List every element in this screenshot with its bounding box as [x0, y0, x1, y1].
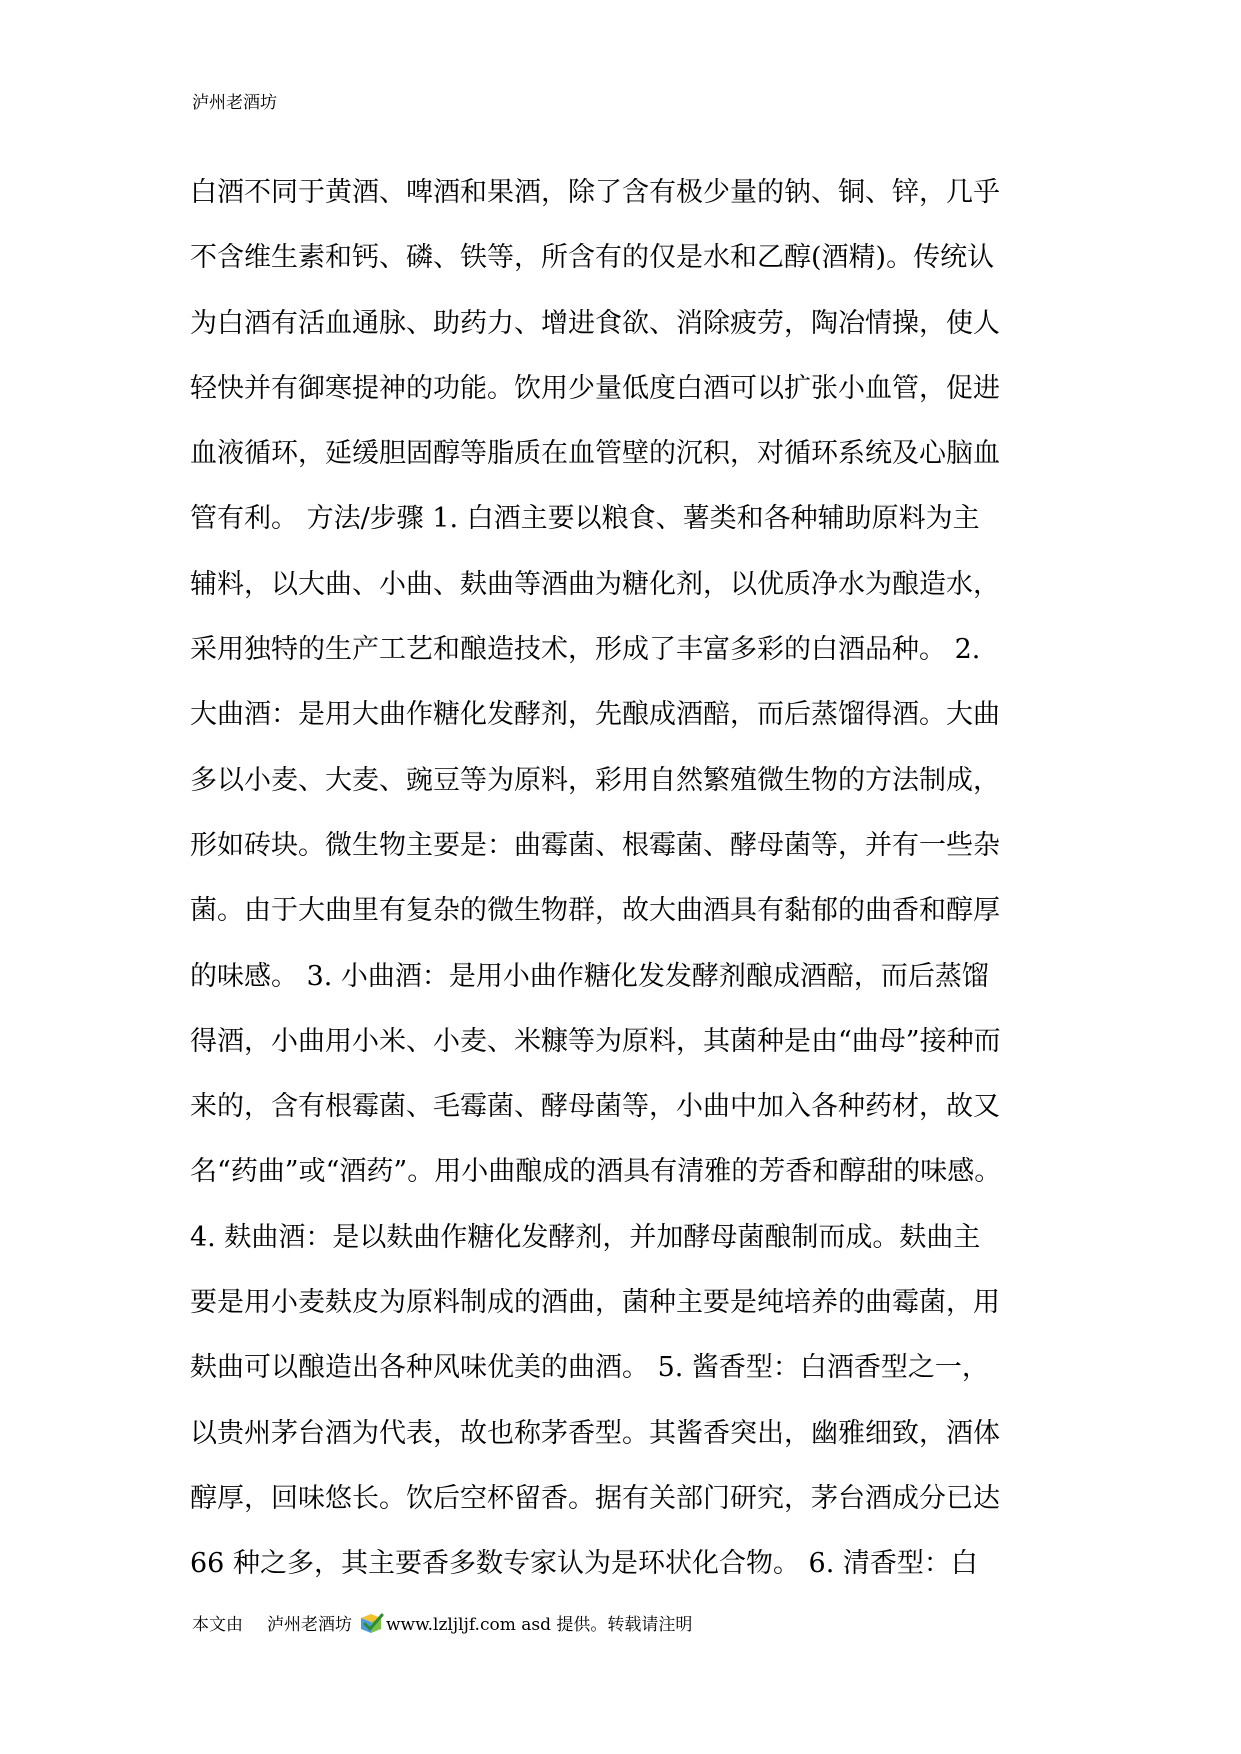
body-line: 采用独特的生产工艺和酿造技术，形成了丰富多彩的白酒品种。 2.: [190, 634, 981, 666]
body-line: 形如砖块。微生物主要是：曲霉菌、根霉菌、酵母菌等，并有一些杂: [190, 829, 1000, 861]
footer-prefix: 本文由: [192, 1615, 243, 1635]
page-footer: [192, 1610, 692, 1635]
body-line: 的味感。 3. 小曲酒：是用小曲作糖化发发酵剂酿成酒醅，而后蒸馏: [190, 960, 989, 992]
body-line: 血液循环，延缓胆固醇等脂质在血管壁的沉积，对循环系统及心脑血: [190, 438, 1000, 470]
body-line: 醇厚，回味悠长。饮后空杯留香。据有关部门研究，茅台酒成分已达: [190, 1482, 1000, 1514]
body-line: 得酒，小曲用小米、小麦、米糠等为原料，其菌种是由“曲母”接种而: [190, 1025, 1001, 1057]
body-line: 轻快并有御寒提神的功能。饮用少量低度白酒可以扩张小血管，促进: [190, 372, 1000, 404]
checkmark-cube-logo-icon: [358, 1612, 384, 1634]
body-line: 以贵州茅台酒为代表，故也称茅香型。其酱香突出，幽雅细致，酒体: [190, 1417, 1000, 1449]
body-line: 为白酒有活血通脉、助药力、增进食欲、消除疲劳，陶冶情操，使人: [190, 307, 1000, 339]
body-line: 麸曲可以酿造出各种风味优美的曲酒。 5. 酱香型：白酒香型之一，: [190, 1352, 989, 1384]
footer-suffix: www.lzljljf.com asd 提供。转载请注明: [386, 1615, 693, 1635]
header-title: 泸州老酒坊: [192, 93, 277, 113]
body-line: 白酒不同于黄酒、啤酒和果酒，除了含有极少量的钠、铜、锌，几乎: [190, 177, 1000, 208]
body-line: 来的，含有根霉菌、毛霉菌、酵母菌等，小曲中加入各种药材，故又: [190, 1091, 1000, 1123]
page-header: [192, 88, 277, 113]
body-line: 要是用小麦麸皮为原料制成的酒曲，菌种主要是纯培养的曲霉菌，用: [190, 1287, 1000, 1319]
body-line: 多以小麦、大麦、豌豆等为原料，彩用自然繁殖微生物的方法制成，: [190, 764, 1000, 796]
body-line: 名“药曲”或“酒药”。用小曲酿成的酒具有清雅的芳香和醇甜的味感。: [190, 1156, 1002, 1188]
article-body: [190, 160, 1070, 1597]
body-line: 辅料，以大曲、小曲、麸曲等酒曲为糖化剂，以优质净水为酿造水，: [190, 568, 1000, 600]
body-line: 4. 麸曲酒：是以麸曲作糖化发酵剂，并加酵母菌酿制而成。麸曲主: [190, 1221, 981, 1253]
body-line: 不含维生素和钙、磷、铁等，所含有的仅是水和乙醇(酒精)。传统认: [190, 242, 995, 274]
body-line: 菌。由于大曲里有复杂的微生物群，故大曲酒具有黏郁的曲香和醇厚: [190, 895, 1000, 927]
body-line: 大曲酒：是用大曲作糖化发酵剂，先酿成酒醅，而后蒸馏得酒。大曲: [190, 699, 1000, 731]
body-line: 管有利。 方法/步骤 1. 白酒主要以粮食、薯类和各种辅助原料为主: [190, 503, 980, 535]
body-line: 66 种之多，其主要香多数专家认为是环状化合物。 6. 清香型：白: [190, 1548, 978, 1580]
footer-brand: 泸州老酒坊: [267, 1615, 352, 1635]
